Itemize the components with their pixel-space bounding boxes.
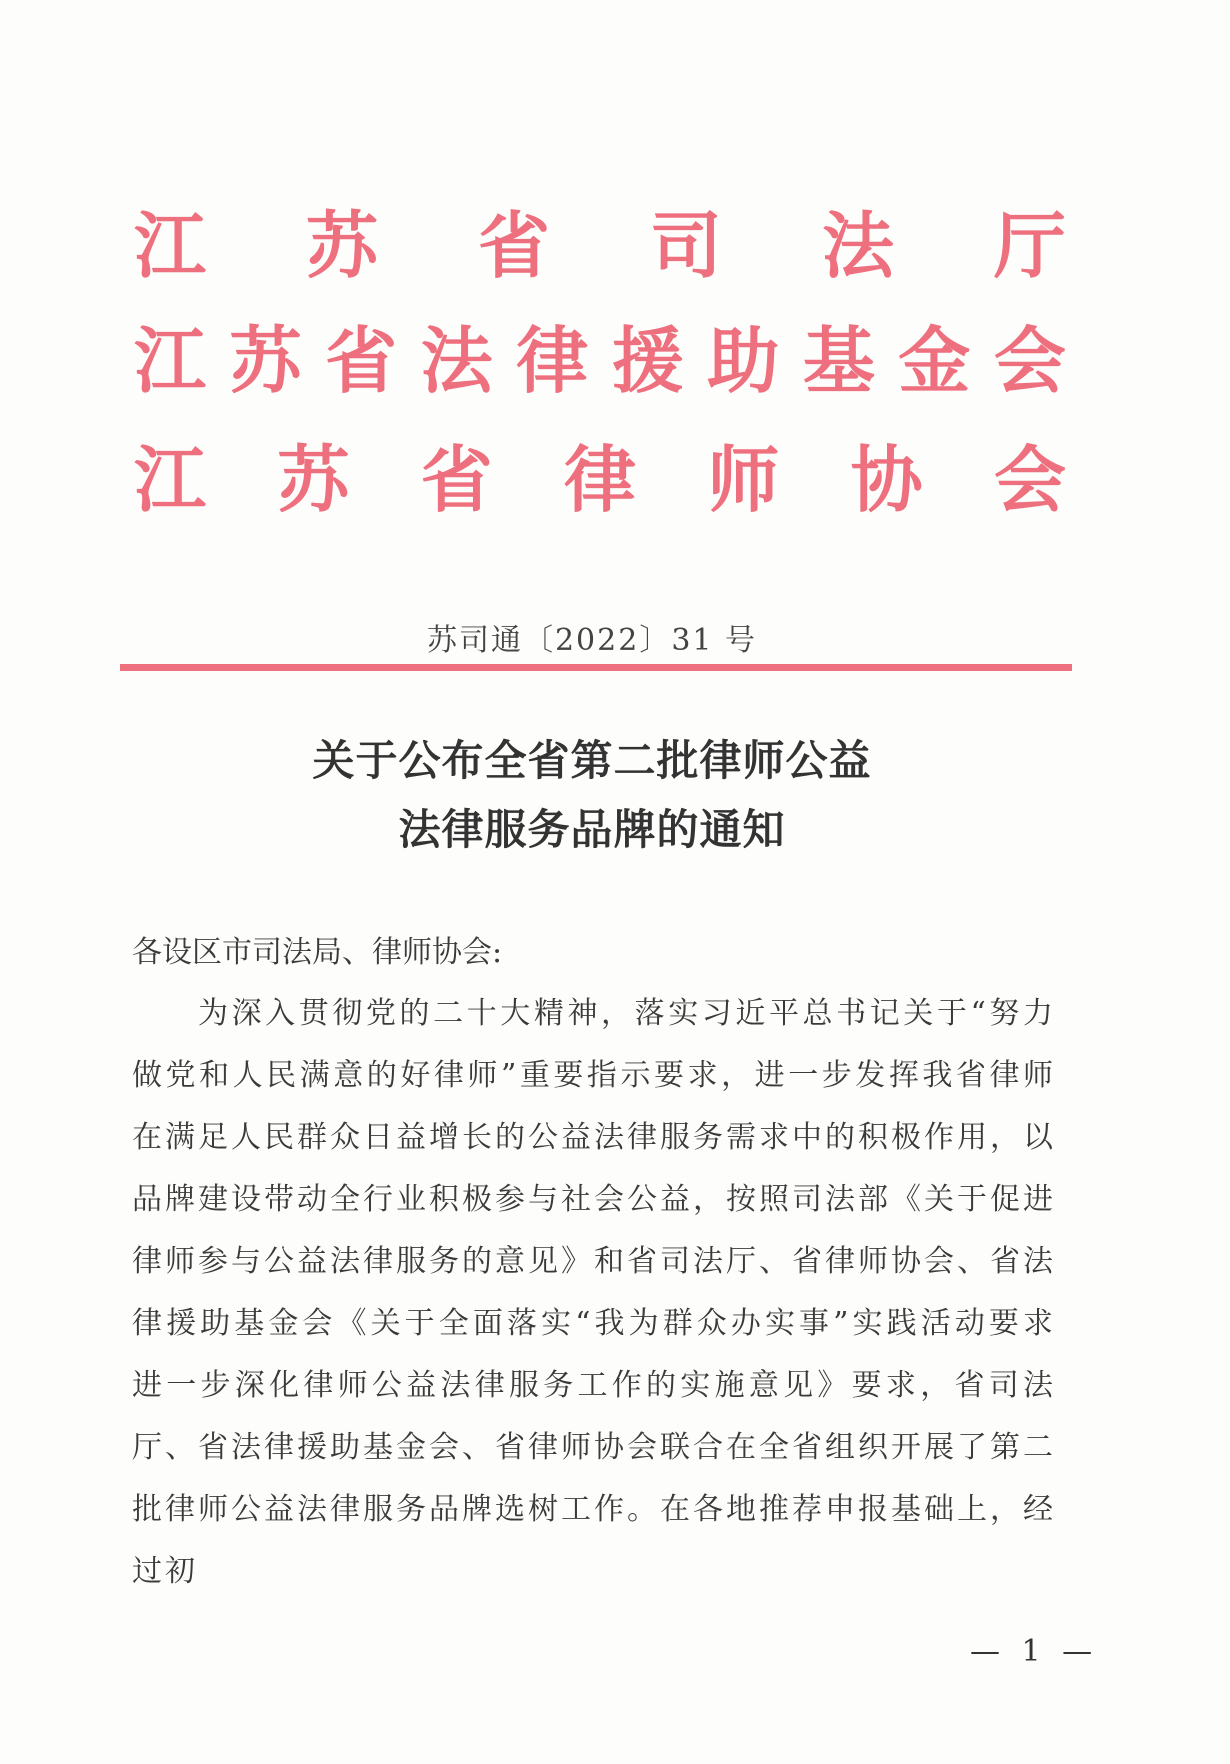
document-title-line2: 法律服务品牌的通知: [398, 805, 786, 854]
salutation: 各设区市司法局、律师协会:: [132, 935, 503, 970]
header-char: 江: [134, 438, 207, 522]
header-char: 基: [802, 319, 875, 403]
header-char: 律: [516, 319, 589, 403]
header-char: 律: [563, 438, 636, 522]
header-issuer-lawyers-association: [134, 440, 1066, 520]
header-char: 苏: [229, 319, 302, 403]
body-paragraph: 为深入贯彻党的二十大精神，落实习近平总书记关于“努力做党和人民满意的好律师”重要指示要求，进一步发挥我省律师在满足人民群众日益增长的公益法律服务需求中的积极作用，以品牌建设带动全行业积极参与社会公益，按照司法部《关于促进律师参与公益法律服务的意见》和省司法厅、省律师协会、省法律援助基金会《关于全面落实“我为群众办实事”实践活动要求进一步深化律师公益法律服务工作的实施意见》要求，省司法厅、省法律援助基金会、省律师协会联合在全省组织开展了第二批律师公益法律服务品牌选树工作。在各地推荐申报基础上，经过初: [132, 996, 1056, 1589]
document-number: 苏司通〔2022〕31 号: [426, 623, 758, 658]
header-char: 援: [611, 319, 684, 403]
header-char: 省: [325, 319, 398, 403]
header-issuer-justice-department: [134, 206, 1066, 286]
header-char: 助: [707, 319, 780, 403]
header-char: 司: [649, 204, 722, 288]
header-char: 会: [993, 319, 1066, 403]
header-char: 苏: [277, 438, 350, 522]
header-char: 师: [707, 438, 780, 522]
header-char: 会: [993, 438, 1066, 522]
header-char: 省: [420, 438, 493, 522]
header-char: 苏: [305, 204, 378, 288]
header-char: 江: [134, 204, 207, 288]
header-char: 厅: [993, 204, 1066, 288]
header-char: 法: [420, 319, 493, 403]
red-divider-line: [120, 664, 1072, 671]
header-char: 金: [898, 319, 971, 403]
header-char: 省: [477, 204, 550, 288]
header-issuer-legal-aid-foundation: [134, 321, 1066, 401]
header-char: 法: [821, 204, 894, 288]
page-number: — 1 —: [970, 1634, 1099, 1669]
header-char: 江: [134, 319, 207, 403]
header-char: 协: [850, 438, 923, 522]
document-title-line1: 关于公布全省第二批律师公益: [312, 736, 872, 785]
